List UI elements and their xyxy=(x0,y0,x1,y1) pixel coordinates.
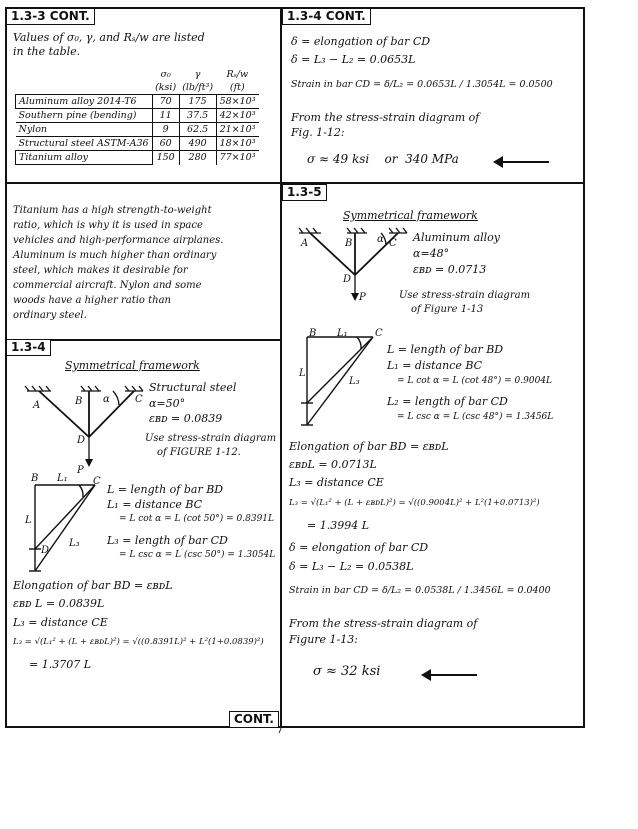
table-cell: Nylon xyxy=(16,123,153,137)
elong-line: εʙᴅL = 0.0713L xyxy=(289,458,377,471)
stress-result-134: σ ≈ 49 ksi or 340 MPa xyxy=(307,152,459,166)
material-name-135: Aluminum alloy xyxy=(413,231,501,244)
elong-line: L₃ = distance CE xyxy=(13,616,108,629)
def-line: L = length of bar BD xyxy=(107,483,224,496)
table-cell: 9 xyxy=(152,123,179,137)
cont-line: Strain in bar CD = δ/L₂ = 0.0653L / 1.3054L = 0.0500 xyxy=(291,79,553,90)
def-line: L₃ = length of bar CD xyxy=(107,534,228,547)
table-row xyxy=(16,109,259,123)
table-row xyxy=(16,137,259,151)
table-cell: 18×10³ xyxy=(216,137,258,151)
label-L1: L₁ xyxy=(337,328,348,339)
material-name: Structural steel xyxy=(149,381,237,394)
framework-title: Symmetrical framework xyxy=(65,359,200,372)
table-cell: 280 xyxy=(179,151,216,165)
table-unit: (ft) xyxy=(229,82,245,93)
section-tag-1-3-5: 1.3-5 xyxy=(282,184,327,201)
elong-line: L₃ = √(L₁² + (L + εʙᴅL)²) = √((0.8391L)² + L²(1+0.0839)²) xyxy=(13,637,264,647)
para-line: vehicles and high-performance airplanes. xyxy=(13,235,224,246)
cont-line: Fig. 1-12: xyxy=(291,126,345,139)
elong-line: Strain in bar CD = δ/L₂ = 0.0538L / 1.3456L = 0.0400 xyxy=(289,585,551,596)
section-tag-1-3-4: 1.3-4 xyxy=(6,339,51,356)
use-diagram-line: of FIGURE 1-12. xyxy=(157,447,241,458)
table-cell: 21×10³ xyxy=(216,123,258,137)
cont-tag: CONT. xyxy=(229,711,279,728)
para-line: ordinary steel. xyxy=(13,310,87,321)
section-tag-1-3-3-cont: 1.3-3 CONT. xyxy=(6,8,95,25)
triangle-diagram-135 xyxy=(289,331,385,431)
label-C: C xyxy=(135,394,143,405)
table-header: Rₛ/w xyxy=(226,69,249,80)
framework-diagram-134 xyxy=(21,379,141,469)
table-cell: Titanium alloy xyxy=(16,151,153,165)
elong-result: = 1.3707 L xyxy=(29,658,92,671)
para-line: ratio, which is why it is used in space xyxy=(13,220,203,231)
def-line: = L cot α = L (cot 48°) = 0.9004L xyxy=(397,376,552,386)
table-row xyxy=(16,151,259,165)
elong-line: Figure 1-13: xyxy=(289,633,358,646)
def-line: L₁ = distance BC xyxy=(387,359,483,372)
divider-133-134 xyxy=(7,182,280,184)
elong-line: Elongation of bar BD = εʙᴅL xyxy=(289,440,449,453)
elong-line: L₃ = distance CE xyxy=(289,476,384,489)
table-cell: 42×10³ xyxy=(216,109,258,123)
divider-134c-135 xyxy=(282,182,583,184)
triangle-diagram-134 xyxy=(15,479,105,579)
para-line: commercial aircraft. Nylon and some xyxy=(13,280,202,291)
intro-line-1: Values of σ₀, γ, and Rₛ/w are listed xyxy=(13,31,205,44)
label-B: B xyxy=(309,328,317,339)
table-header xyxy=(16,68,153,81)
intro-line-2: in the table. xyxy=(13,45,81,58)
para-line: Aluminum is much higher than ordinary xyxy=(13,250,217,261)
table-cell: 77×10³ xyxy=(216,151,258,165)
para-line: Titanium has a high strength-to-weight xyxy=(13,205,212,216)
table-unit: (lb/ft³) xyxy=(182,82,214,93)
use-diagram-line: of Figure 1-13 xyxy=(411,304,484,315)
table-cell: 150 xyxy=(152,151,179,165)
elong-line: εʙᴅ L = 0.0839L xyxy=(13,597,105,610)
label-C: C xyxy=(93,476,101,487)
label-D: D xyxy=(41,545,50,556)
label-B: B xyxy=(75,396,83,407)
alpha-value-135: α=48° xyxy=(413,247,450,260)
table-cell: 58×10³ xyxy=(216,95,258,109)
table-cell: 70 xyxy=(152,95,179,109)
use-diagram-line: Use stress-strain diagram xyxy=(145,433,277,444)
label-B: B xyxy=(345,238,353,249)
cont-line: δ = L₃ − L₂ = 0.0653L xyxy=(291,53,416,66)
para-line: steel, which makes it desirable for xyxy=(13,265,188,276)
strain-value-135: εʙᴅ = 0.0713 xyxy=(413,263,487,276)
elong-line: δ = elongation of bar CD xyxy=(289,541,429,554)
label-C: C xyxy=(389,238,397,249)
para-line: woods have a higher ratio than xyxy=(13,295,171,306)
strain-value: εʙᴅ = 0.0839 xyxy=(149,412,223,425)
result-arrow-icon xyxy=(501,161,549,163)
label-A: A xyxy=(33,400,41,411)
table-cell: 60 xyxy=(152,137,179,151)
elong-line: L₃ = √(L₁² + (L + εʙᴅL)²) = √((0.9004L)² + L²(1+0.0713)²) xyxy=(289,498,540,508)
def-line: = L csc α = L (csc 48°) = 1.3456L xyxy=(397,412,554,422)
def-line: = L csc α = L (csc 50°) = 1.3054L xyxy=(119,550,276,560)
cont-line: δ = elongation of bar CD xyxy=(291,35,431,48)
label-alpha: α xyxy=(377,234,384,245)
label-A: A xyxy=(301,238,309,249)
label-P: P xyxy=(359,292,366,303)
elong-line: Elongation of bar BD = εʙᴅL xyxy=(13,579,173,592)
label-alpha: α xyxy=(103,394,110,405)
elong-line: = 1.3994 L xyxy=(307,519,370,532)
result-arrow-icon xyxy=(429,674,477,676)
def-line: L₂ = length of bar CD xyxy=(387,395,508,408)
table-cell: 37.5 xyxy=(179,109,216,123)
framework-title-135: Symmetrical framework xyxy=(343,209,478,222)
table-cell: 11 xyxy=(152,109,179,123)
alpha-value: α=50° xyxy=(149,397,186,410)
table-unit xyxy=(16,81,153,95)
def-line: L = length of bar BD xyxy=(387,343,504,356)
table-header: σ₀ xyxy=(160,69,171,80)
table-cell: 62.5 xyxy=(179,123,216,137)
table-header: γ xyxy=(194,69,201,80)
table-cell: Structural steel ASTM-A36 xyxy=(16,137,153,151)
table-cell: Aluminum alloy 2014-T6 xyxy=(16,95,153,109)
framework-diagram-135 xyxy=(297,223,407,303)
table-unit: (ksi) xyxy=(155,82,177,93)
label-D: D xyxy=(343,274,352,285)
label-L: L xyxy=(25,515,32,526)
label-P: P xyxy=(77,465,84,476)
table-cell: 175 xyxy=(179,95,216,109)
section-tag-1-3-4-cont: 1.3-4 CONT. xyxy=(282,8,371,25)
stress-result-135: σ ≈ 32 ksi xyxy=(313,664,381,679)
label-D: D xyxy=(77,435,86,446)
table-row xyxy=(16,95,259,109)
label-L1: L₁ xyxy=(57,473,68,484)
properties-table xyxy=(15,68,259,165)
def-line: L₁ = distance BC xyxy=(107,498,203,511)
solution-sheet xyxy=(5,7,585,728)
label-L: L xyxy=(299,368,306,379)
def-line: = L cot α = L (cot 50°) = 0.8391L xyxy=(119,514,274,524)
page-number: 7 xyxy=(277,726,283,736)
table-cell: 490 xyxy=(179,137,216,151)
table-row xyxy=(16,123,259,137)
cont-line: From the stress-strain diagram of xyxy=(291,111,480,124)
elong-line: δ = L₃ − L₂ = 0.0538L xyxy=(289,560,414,573)
table-cell: Southern pine (bending) xyxy=(16,109,153,123)
label-C: C xyxy=(375,328,383,339)
column-divider xyxy=(280,9,282,726)
label-L3: L₃ xyxy=(69,538,80,549)
use-diagram-line: Use stress-strain diagram xyxy=(399,290,531,301)
elong-line: From the stress-strain diagram of xyxy=(289,617,478,630)
label-B: B xyxy=(31,473,39,484)
label-L3: L₃ xyxy=(349,376,360,387)
